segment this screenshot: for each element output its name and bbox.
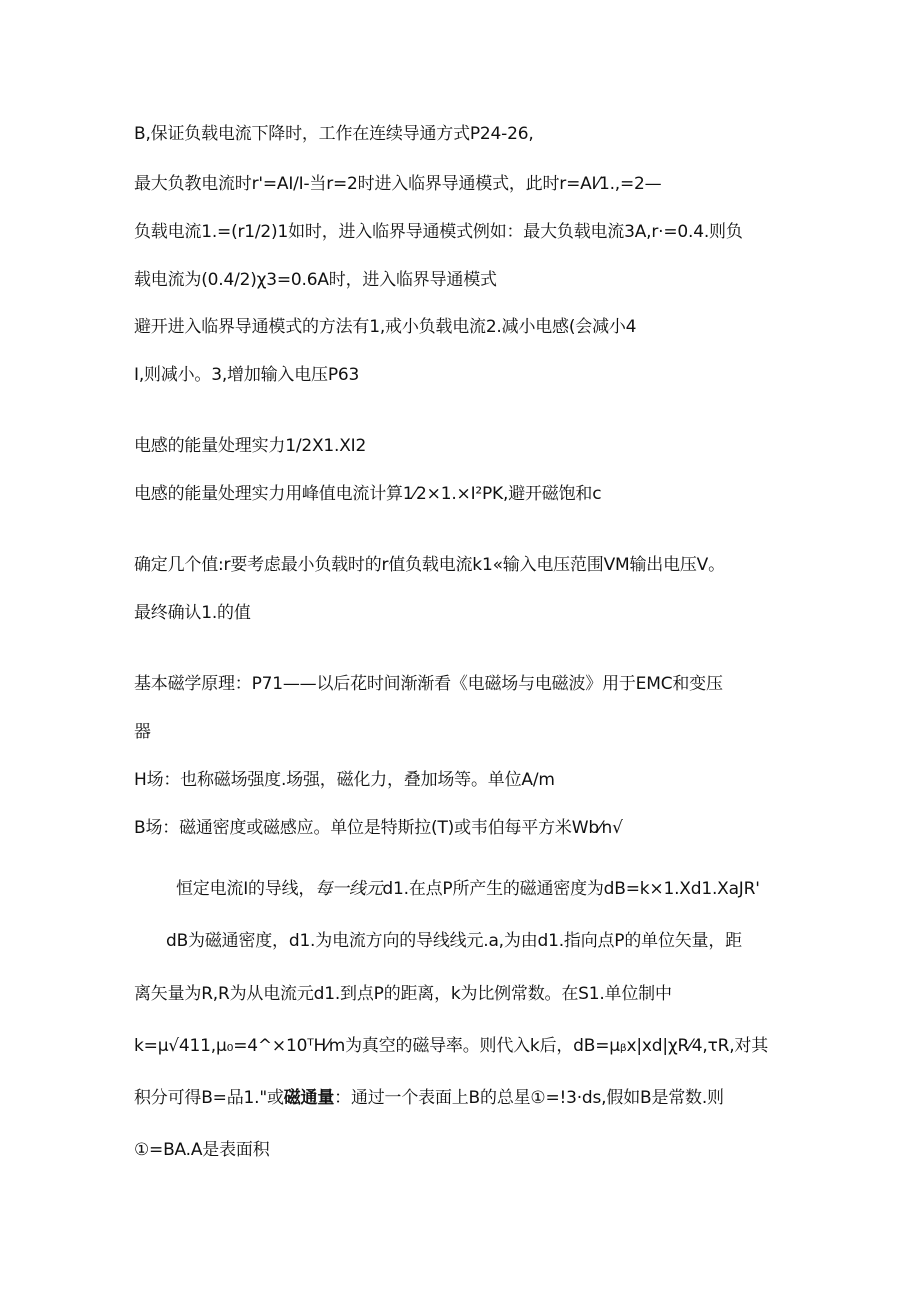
text-line-1: B,保证负载电流下降时，工作在连续导通方式P24-26, — [134, 124, 534, 144]
text-line-4: 载电流为(0.4/2)χ3=0.6A时，进入临界导通模式 — [134, 270, 497, 290]
biot-savart-prefix: 恒定电流I的导线， — [176, 879, 316, 899]
text-line-3: 负载电流1.=(r1/2)1如时，进入临界导通模式例如：最大负载电流3A,r·=0.4.则负 — [134, 222, 743, 242]
text-line-9: 确定几个值:r要考虑最小负载时的r值负载电流k1«输入电压范围VM输出电压V。 — [134, 555, 725, 575]
text-line-14: B场：磁通密度或磁感应。单位是特斯拉(T)或韦伯每平方米Wb⁄n√ — [134, 818, 623, 838]
text-line-13: H场：也称磁场强度.场强，磁化力，叠加场等。单位A/m — [134, 770, 555, 790]
text-line-7: 电感的能量处理实力1/2X1.XI2 — [134, 436, 367, 456]
text-line-2: 最大负教电流时r'=AI/I-当r=2时进入临界导通模式，此时r=AI⁄1.,=2— — [134, 174, 662, 194]
text-line-18: k=μ√411,μ₀=4^×10ᵀH⁄m为真空的磁导率。则代入k后，dB=μᵦx|xd|χR⁄4,τR,对其 — [134, 1036, 769, 1056]
biot-savart-line — [176, 877, 760, 901]
text-line-10: 最终确认1.的值 — [134, 603, 251, 623]
text-line-12: 器 — [134, 722, 151, 742]
text-line-5: 避开进入临界导通模式的方法有1,戒小负载电流2.减小电感(会减小4 — [134, 317, 637, 337]
flux-line — [134, 1086, 724, 1110]
biot-savart-suffix: d1.在点P所产生的磁通密度为dB=k×1.Xd1.XaJR' — [382, 879, 760, 899]
flux-suffix: ：通过一个表面上B的总星①=!3·ds,假如B是常数.则 — [334, 1088, 724, 1108]
biot-savart-italic: 每一线元 — [315, 879, 383, 899]
text-line-20: ①=BA.A是表面积 — [134, 1140, 270, 1160]
flux-bold-term: 磁通量 — [283, 1088, 335, 1108]
text-line-8: 电感的能量处理实力用峰值电流计算1⁄2×1.×I²PK,避开磁饱和c — [134, 484, 602, 504]
text-line-6: I,则减小。3,增加输入电压P63 — [134, 365, 360, 385]
text-line-17: 离矢量为R,R为从电流元d1.到点P的距离，k为比例常数。在S1.单位制中 — [134, 984, 672, 1004]
text-line-11: 基本磁学原理：P71——以后花时间渐渐看《电磁场与电磁波》用于EMC和变压 — [134, 674, 723, 694]
flux-prefix: 积分可得B=品1."或 — [134, 1088, 284, 1108]
text-line-16: dB为磁通密度，d1.为电流方向的导线线元.a,为由d1.指向点P的单位矢量，距 — [166, 931, 742, 951]
